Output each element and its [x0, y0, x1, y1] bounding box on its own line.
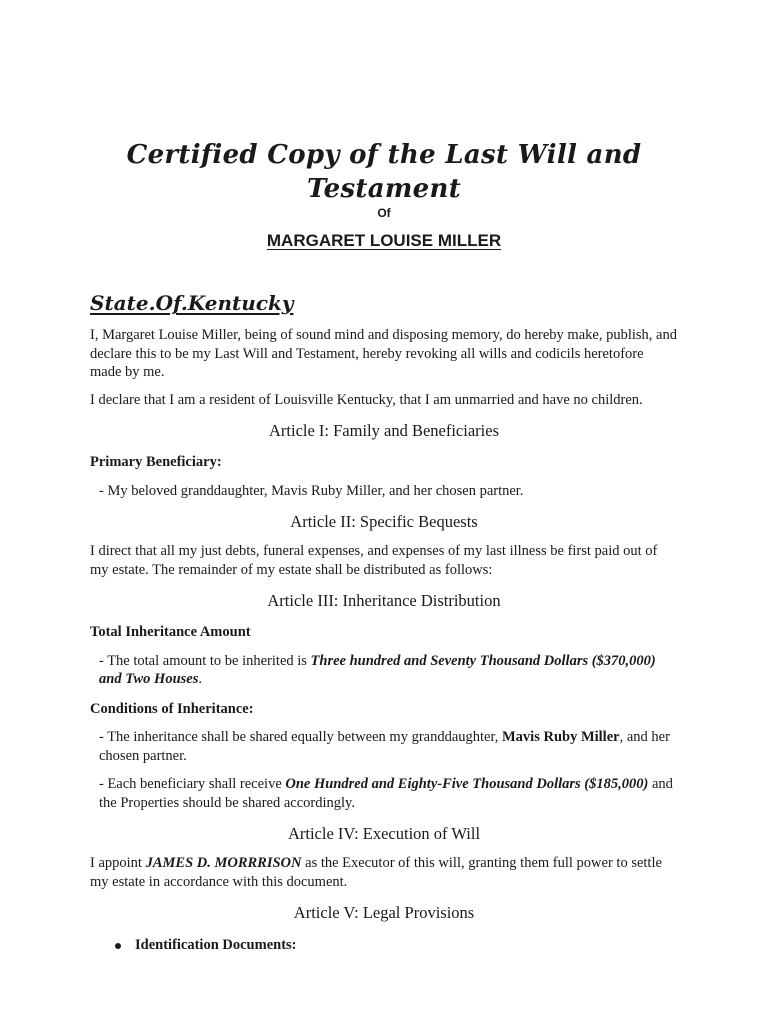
- primary-beneficiary-item: - My beloved granddaughter, Mavis Ruby Miller, and her chosen partner.: [99, 482, 524, 499]
- total-inheritance-label: Total Inheritance Amount: [90, 624, 251, 640]
- share-prefix: - The inheritance shall be shared equally between my granddaughter,: [99, 729, 502, 745]
- total-prefix: - The total amount to be inherited is: [99, 652, 311, 669]
- each-amount: One Hundred and Eighty-Five Thousand Dollars ($185,000): [285, 776, 649, 792]
- bullet-icon: [115, 943, 121, 949]
- executor-name: JAMES D. MORRRISON: [145, 855, 302, 871]
- bequests-paragraph: I direct that all my just debts, funeral expenses, and expenses of my last illness be first paid out of my estate. The remainder of my estate shall be distributed as follows:: [90, 543, 658, 578]
- total-inheritance-item: [90, 652, 678, 689]
- total-suffix: .: [198, 671, 202, 687]
- each-beneficiary-item: [90, 775, 678, 812]
- each-suffix: and the Properties should be shared accordingly.: [99, 776, 673, 811]
- executor-prefix: I appoint: [90, 855, 146, 871]
- state-heading: State.Of.Kentucky: [90, 291, 294, 315]
- document-title: Certified Copy of the Last Will and Testament: [126, 140, 642, 204]
- list-item: [115, 936, 678, 955]
- share-suffix: , and her chosen partner.: [99, 729, 670, 764]
- conditions-label: Conditions of Inheritance:: [90, 700, 254, 717]
- residence-paragraph: I declare that I am a resident of Louisville Kentucky, that I am unmarried and have no children.: [90, 391, 643, 408]
- article-1-heading: Article I: Family and Beneficiaries: [268, 421, 499, 440]
- executor-paragraph: [90, 854, 678, 891]
- article-3-heading: Article III: Inheritance Distribution: [267, 591, 501, 610]
- executor-suffix: as the Executor of this will, granting them full power to settle my estate in accordance with this document.: [90, 855, 662, 890]
- primary-beneficiary-label: Primary Beneficiary:: [90, 454, 222, 470]
- each-prefix: - Each beneficiary shall receive: [99, 776, 286, 792]
- article-4-heading: Article IV: Execution of Will: [287, 824, 481, 843]
- testator-name: MARGARET LOUISE MILLER: [266, 231, 502, 250]
- share-equally-item: [90, 728, 678, 765]
- intro-paragraph: I, Margaret Louise Miller, being of sound mind and disposing memory, do hereby make, publish, and declare this to be my Last Will and Testament, hereby revoking all wills and codicils heretofore made by me.: [90, 327, 677, 380]
- article-2-heading: Article II: Specific Bequests: [290, 512, 478, 531]
- article-5-heading: Article V: Legal Provisions: [293, 903, 475, 922]
- of-line: Of: [377, 206, 391, 220]
- legal-provisions-list: [90, 936, 678, 955]
- total-amount: Three hundred and Seventy Thousand Dollars ($370,000) and Two Houses: [99, 652, 656, 687]
- list-item-label: Identification Documents:: [135, 937, 297, 953]
- share-name: Mavis Ruby Miller: [501, 729, 620, 745]
